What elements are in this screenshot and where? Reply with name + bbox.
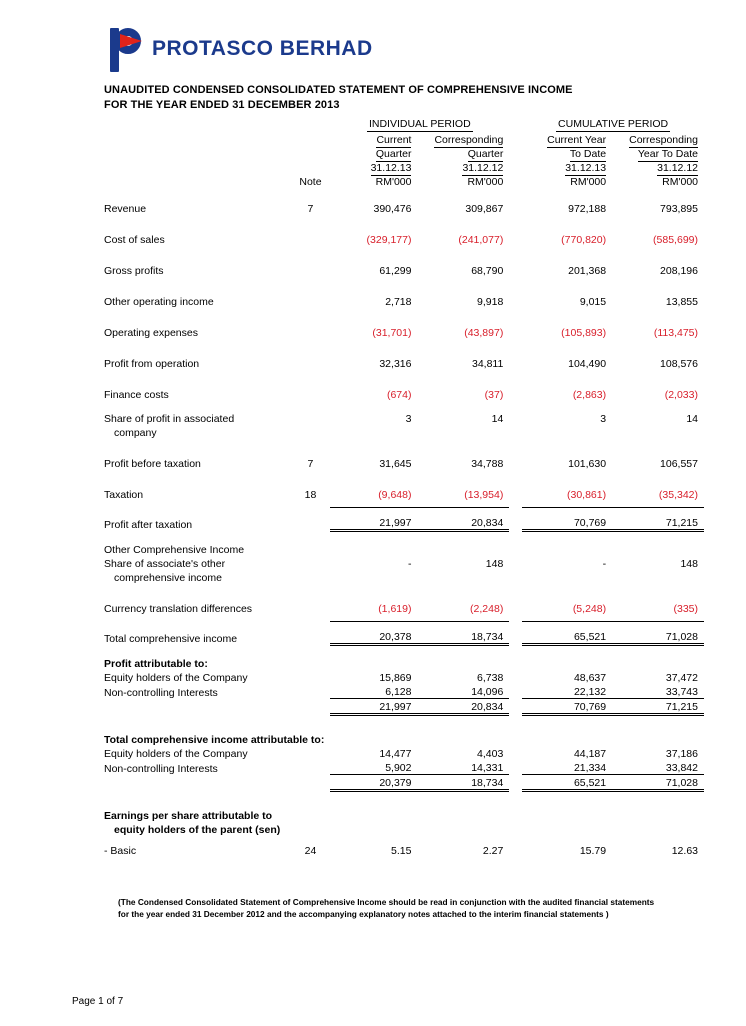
table-row bbox=[104, 542, 704, 556]
pbt-c1: 31,645 bbox=[379, 458, 412, 470]
gross-profits-c4: 208,196 bbox=[660, 265, 698, 277]
pbt-c2: 34,788 bbox=[471, 458, 504, 470]
op-expenses-c3: (105,893) bbox=[561, 327, 607, 339]
row-note-revenue: 7 bbox=[307, 203, 314, 215]
table-header-line3 bbox=[104, 162, 704, 176]
profit-from-op-c1: 32,316 bbox=[379, 358, 412, 370]
col2-unit: RM'000 bbox=[467, 176, 504, 188]
cost-of-sales-c1: (329,177) bbox=[366, 234, 412, 246]
revenue-c4: 793,895 bbox=[660, 203, 698, 215]
table-row bbox=[104, 225, 704, 246]
col2-line1: Corresponding bbox=[434, 134, 504, 146]
assoc-oci-c2: 148 bbox=[485, 558, 504, 570]
finance-costs-c4: (2,033) bbox=[664, 389, 698, 401]
pat-c3: 70,769 bbox=[522, 508, 612, 531]
row-label-associate-oci-cont: comprehensive income bbox=[114, 572, 222, 584]
table-row bbox=[104, 775, 704, 791]
eps-basic-c4: 12.63 bbox=[671, 845, 698, 857]
col4-line1: Corresponding bbox=[629, 134, 698, 146]
row-label-tci-total bbox=[104, 775, 291, 791]
assoc-oci-c3: - bbox=[602, 558, 607, 570]
pa-total-c4: 71,215 bbox=[612, 699, 704, 715]
col4-date: 31.12.12 bbox=[657, 162, 698, 174]
gross-profits-c3: 201,368 bbox=[568, 265, 607, 277]
pa-total-c1: 21,997 bbox=[330, 699, 417, 715]
table-row bbox=[104, 380, 704, 401]
page-title bbox=[104, 83, 573, 113]
col2-date: 31.12.12 bbox=[462, 162, 504, 174]
header-individual-period: INDIVIDUAL PERIOD bbox=[368, 118, 471, 130]
op-expenses-c4: (113,475) bbox=[653, 327, 698, 339]
table-row bbox=[104, 425, 704, 439]
tci-equity-c1: 14,477 bbox=[379, 748, 412, 760]
row-label-pa-equity-holders: Equity holders of the Company bbox=[104, 672, 248, 684]
row-label-gross-profits: Gross profits bbox=[104, 265, 164, 277]
pbt-c4: 106,557 bbox=[660, 458, 698, 470]
row-label-eps-basic: - Basic bbox=[104, 845, 137, 857]
table-row bbox=[104, 760, 704, 775]
table-row bbox=[104, 732, 704, 746]
row-label-total-comprehensive-income: Total comprehensive income bbox=[104, 632, 238, 645]
table-row bbox=[104, 349, 704, 370]
col3-line1: Current Year bbox=[547, 134, 607, 146]
col3-line2: To Date bbox=[569, 148, 607, 160]
header-note-label: Note bbox=[299, 176, 322, 188]
pat-c4: 71,215 bbox=[612, 508, 704, 531]
tci-equity-c2: 4,403 bbox=[477, 748, 504, 760]
col2-line2: Quarter bbox=[467, 148, 504, 160]
tci-equity-c4: 37,186 bbox=[665, 748, 698, 760]
tci-total-c1: 20,379 bbox=[330, 775, 417, 791]
pa-nci-c4: 33,743 bbox=[665, 686, 698, 698]
table-header-line1 bbox=[104, 134, 704, 148]
other-income-c3: 9,015 bbox=[579, 296, 607, 308]
eps-basic-c2: 2.27 bbox=[482, 845, 504, 857]
assoc-oci-c1: - bbox=[407, 558, 412, 570]
row-label-share-of-profit-associated-cont: company bbox=[114, 427, 157, 439]
finance-costs-c1: (674) bbox=[386, 389, 412, 401]
total-ci-c3: 65,521 bbox=[522, 622, 612, 645]
currency-c3: (5,248) bbox=[572, 603, 607, 615]
row-label-tci-nci: Non-controlling Interests bbox=[104, 762, 218, 775]
header-cumulative-period: CUMULATIVE PERIOD bbox=[558, 118, 669, 130]
table-row bbox=[104, 256, 704, 277]
page-number: Page 1 of 7 bbox=[72, 996, 124, 1007]
table-row bbox=[104, 594, 704, 615]
row-label-taxation: Taxation bbox=[104, 489, 144, 501]
company-name: PROTASCO BERHAD bbox=[152, 37, 373, 60]
pbt-c3: 101,630 bbox=[568, 458, 607, 470]
row-label-profit-attributable-heading: Profit attributable to: bbox=[104, 658, 208, 670]
row-label-cost-of-sales: Cost of sales bbox=[104, 234, 165, 246]
pa-nci-c3: 22,132 bbox=[573, 686, 607, 698]
pa-nci-c1: 6,128 bbox=[385, 686, 412, 698]
finance-costs-c2: (37) bbox=[484, 389, 504, 401]
pa-nci-c2: 14,096 bbox=[471, 686, 504, 698]
other-income-c2: 9,918 bbox=[477, 296, 504, 308]
row-label-profit-from-operation: Profit from operation bbox=[104, 358, 200, 370]
table-row bbox=[104, 570, 704, 584]
tci-nci-c1: 5,902 bbox=[385, 762, 412, 774]
tci-nci-c4: 33,842 bbox=[665, 762, 698, 774]
col4-unit: RM'000 bbox=[662, 176, 698, 188]
table-row bbox=[104, 822, 704, 836]
tci-total-c4: 71,028 bbox=[612, 775, 704, 791]
table-row bbox=[104, 287, 704, 308]
tci-total-c2: 18,734 bbox=[417, 775, 509, 791]
cost-of-sales-c4: (585,699) bbox=[653, 234, 698, 246]
taxation-c1: (9,648) bbox=[378, 489, 412, 501]
footnote-line-1: (The Condensed Consolidated Statement of Comprehensive Income should be read in conjunction with the audited financial statements bbox=[118, 897, 655, 907]
company-logo bbox=[104, 26, 373, 72]
tci-nci-c2: 14,331 bbox=[471, 762, 504, 774]
row-label-oci-heading: Other Comprehensive Income bbox=[104, 544, 245, 556]
table-row bbox=[104, 836, 704, 857]
table-row bbox=[104, 622, 704, 645]
row-label-tci-attributable-heading: Total comprehensive income attributable to: bbox=[104, 734, 325, 746]
pa-equity-c3: 48,637 bbox=[573, 672, 607, 684]
revenue-c3: 972,188 bbox=[568, 203, 607, 215]
cost-of-sales-c2: (241,077) bbox=[458, 234, 504, 246]
table-header-line4 bbox=[104, 176, 704, 188]
pa-total-c2: 20,834 bbox=[417, 699, 509, 715]
table-row bbox=[104, 656, 704, 670]
profit-from-op-c2: 34,811 bbox=[471, 358, 504, 370]
col1-date: 31.12.13 bbox=[370, 162, 412, 174]
other-income-c4: 13,855 bbox=[665, 296, 698, 308]
col4-line2: Year To Date bbox=[637, 148, 698, 160]
table-row bbox=[104, 508, 704, 531]
pa-equity-c4: 37,472 bbox=[665, 672, 698, 684]
table-row bbox=[104, 699, 704, 715]
table-row bbox=[104, 194, 704, 215]
assoc-oci-c4: 148 bbox=[680, 558, 698, 570]
row-label-pa-nci: Non-controlling Interests bbox=[104, 686, 218, 699]
row-label-other-operating-income: Other operating income bbox=[104, 296, 214, 308]
assoc-profit-c2: 14 bbox=[491, 413, 504, 425]
gross-profits-c1: 61,299 bbox=[379, 265, 412, 277]
table-row bbox=[104, 411, 704, 425]
op-expenses-c2: (43,897) bbox=[464, 327, 504, 339]
col3-date: 31.12.13 bbox=[565, 162, 607, 174]
tci-equity-c3: 44,187 bbox=[573, 748, 607, 760]
other-income-c1: 2,718 bbox=[385, 296, 412, 308]
row-note-eps-basic: 24 bbox=[304, 845, 317, 857]
gross-profits-c2: 68,790 bbox=[471, 265, 504, 277]
total-ci-c1: 20,378 bbox=[330, 622, 417, 645]
title-line-2: FOR THE YEAR ENDED 31 DECEMBER 2013 bbox=[104, 99, 340, 111]
protasco-logo-icon bbox=[104, 26, 148, 72]
revenue-c1: 390,476 bbox=[373, 203, 412, 215]
row-label-tci-equity-holders: Equity holders of the Company bbox=[104, 748, 248, 760]
footnote bbox=[118, 896, 698, 920]
table-header-groups bbox=[104, 118, 704, 134]
taxation-c2: (13,954) bbox=[464, 489, 504, 501]
row-label-associate-oci: Share of associate's other bbox=[104, 558, 226, 570]
row-note-pbt: 7 bbox=[307, 458, 314, 470]
tci-total-c3: 65,521 bbox=[522, 775, 612, 791]
row-label-eps-heading-2: equity holders of the parent (sen) bbox=[114, 824, 281, 836]
pat-c1: 21,997 bbox=[330, 508, 417, 531]
table-row bbox=[104, 808, 704, 822]
table-row bbox=[104, 670, 704, 684]
row-note-taxation: 18 bbox=[304, 489, 317, 501]
taxation-c3: (30,861) bbox=[566, 489, 607, 501]
finance-costs-c3: (2,863) bbox=[572, 389, 607, 401]
assoc-profit-c4: 14 bbox=[686, 413, 698, 425]
assoc-profit-c3: 3 bbox=[600, 413, 607, 425]
financial-statement-table bbox=[104, 118, 704, 857]
tci-nci-c3: 21,334 bbox=[573, 762, 607, 774]
pat-c2: 20,834 bbox=[417, 508, 509, 531]
col1-unit: RM'000 bbox=[375, 176, 412, 188]
pa-equity-c2: 6,738 bbox=[477, 672, 504, 684]
row-label-operating-expenses: Operating expenses bbox=[104, 327, 198, 339]
table-row bbox=[104, 449, 704, 470]
row-label-pa-total bbox=[104, 699, 291, 715]
currency-c4: (335) bbox=[673, 603, 698, 615]
table-row bbox=[104, 746, 704, 760]
title-line-1: UNAUDITED CONDENSED CONSOLIDATED STATEMENT OF COMPREHENSIVE INCOME bbox=[104, 84, 573, 96]
revenue-c2: 309,867 bbox=[465, 203, 504, 215]
total-ci-c2: 18,734 bbox=[417, 622, 509, 645]
row-label-finance-costs: Finance costs bbox=[104, 389, 169, 401]
col3-unit: RM'000 bbox=[570, 176, 607, 188]
pa-equity-c1: 15,869 bbox=[379, 672, 412, 684]
col1-line1: Current bbox=[376, 134, 412, 146]
footnote-line-2: for the year ended 31 December 2012 and the accompanying explanatory notes attached to the interim financial statements ) bbox=[118, 909, 609, 919]
row-label-eps-heading-1: Earnings per share attributable to bbox=[104, 810, 273, 822]
total-ci-c4: 71,028 bbox=[612, 622, 704, 645]
cost-of-sales-c3: (770,820) bbox=[561, 234, 607, 246]
col1-line2: Quarter bbox=[375, 148, 412, 160]
row-label-share-of-profit-associated: Share of profit in associated bbox=[104, 413, 235, 425]
table-header-line2 bbox=[104, 148, 704, 162]
row-label-profit-after-taxation: Profit after taxation bbox=[104, 518, 193, 531]
table-row bbox=[104, 556, 704, 570]
table-row bbox=[104, 684, 704, 699]
currency-c2: (2,248) bbox=[470, 603, 504, 615]
table-row bbox=[104, 480, 704, 501]
assoc-profit-c1: 3 bbox=[405, 413, 412, 425]
op-expenses-c1: (31,701) bbox=[372, 327, 412, 339]
row-label-profit-before-taxation: Profit before taxation bbox=[104, 458, 201, 470]
currency-c1: (1,619) bbox=[378, 603, 412, 615]
profit-from-op-c3: 104,490 bbox=[568, 358, 607, 370]
row-label-revenue: Revenue bbox=[104, 203, 147, 215]
pa-total-c3: 70,769 bbox=[522, 699, 612, 715]
eps-basic-c1: 5.15 bbox=[391, 845, 412, 857]
taxation-c4: (35,342) bbox=[658, 489, 698, 501]
eps-basic-c3: 15.79 bbox=[579, 845, 607, 857]
table-row bbox=[104, 318, 704, 339]
row-label-currency-translation: Currency translation differences bbox=[104, 603, 253, 615]
profit-from-op-c4: 108,576 bbox=[660, 358, 698, 370]
